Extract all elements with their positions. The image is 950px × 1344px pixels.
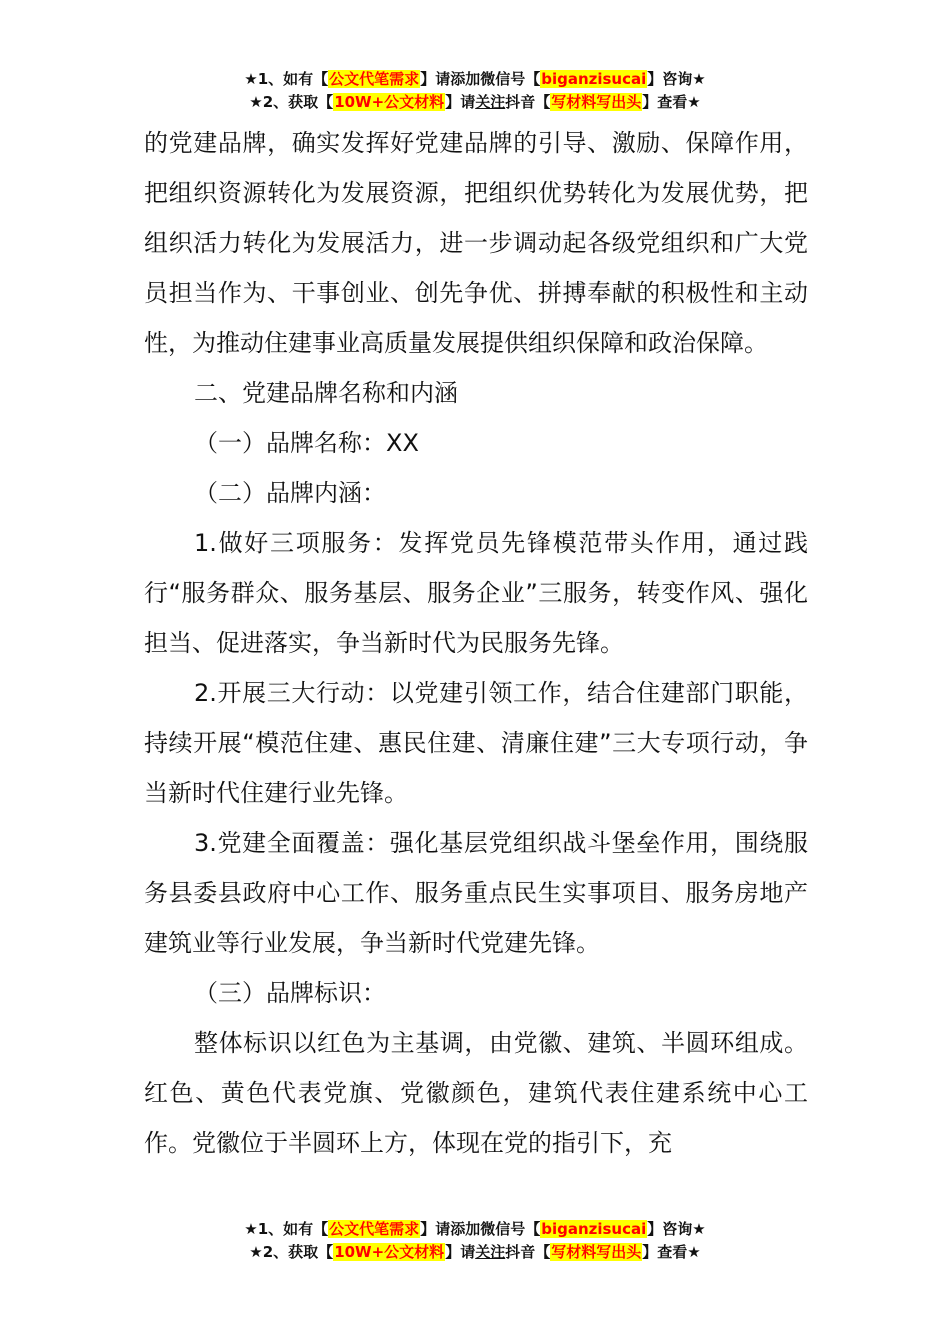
footer-ad-line-2: ★2、获取【10W+公文材料】请关注抖音【写材料写出头】查看★ xyxy=(249,1243,701,1261)
subheading-brand-connotation: （二）品牌内涵： xyxy=(194,479,386,507)
footer-ad-line-1: ★1、如有【公文代笔需求】请添加微信号【biganzisucai】咨询★ xyxy=(244,1220,706,1238)
highlight-ghostwriting-service: 公文代笔需求 xyxy=(329,70,420,88)
footer-ad-banner xyxy=(0,1218,950,1264)
paragraph-logo-description: 整体标识以红色为主基调，由党徽、建筑、半圆环组成。红色、黄色代表党旗、党徽颜色，建筑代表住建系统中心工作。党徽位于半圆环上方，体现在党的指引下，充 xyxy=(144,1029,808,1157)
highlight-douyin-account: 写材料写出头 xyxy=(551,93,642,111)
highlight-douyin-account: 写材料写出头 xyxy=(551,1243,642,1261)
subheading-brand-logo: （三）品牌标识： xyxy=(194,979,386,1007)
subheading-brand-name: （一）品牌名称：XX xyxy=(194,429,419,457)
paragraph-intro: 的党建品牌，确实发挥好党建品牌的引导、激励、保障作用，把组织资源转化为发展资源，把组织优势转化为发展优势，把组织活力转化为发展活力，进一步调动起各级党组织和广大党员担当作为、干事创业、创先争优、拼搏奉献的积极性和主动性，为推动住建事业高质量发展提供组织保障和政治保障。 xyxy=(144,129,808,357)
underlined-follow: 关注 xyxy=(475,1243,506,1261)
highlight-materials: 10W+公文材料 xyxy=(334,1243,445,1261)
header-ad-line-1: ★1、如有【公文代笔需求】请添加微信号【biganzisucai】咨询★ xyxy=(244,70,706,88)
list-item-three-actions: 2.开展三大行动：以党建引领工作，结合住建部门职能，持续开展“模范住建、惠民住建、清廉住建”三大专项行动，争当新时代住建行业先锋。 xyxy=(144,679,808,807)
highlight-ghostwriting-service: 公文代笔需求 xyxy=(329,1220,420,1238)
document-body xyxy=(144,118,808,1168)
header-ad-banner xyxy=(0,68,950,114)
section-heading-2: 二、党建品牌名称和内涵 xyxy=(194,379,458,407)
list-item-full-coverage: 3.党建全面覆盖：强化基层党组织战斗堡垒作用，围绕服务县委县政府中心工作、服务重点民生实事项目、服务房地产建筑业等行业发展，争当新时代党建先锋。 xyxy=(144,829,808,957)
list-item-three-services: 1.做好三项服务：发挥党员先锋模范带头作用，通过践行“服务群众、服务基层、服务企业”三服务，转变作风、强化担当、促进落实，争当新时代为民服务先锋。 xyxy=(144,529,808,657)
highlight-materials: 10W+公文材料 xyxy=(334,93,445,111)
underlined-follow: 关注 xyxy=(475,93,506,111)
highlight-wechat-id: biganzisucai xyxy=(541,70,647,88)
highlight-wechat-id: biganzisucai xyxy=(541,1220,647,1238)
header-ad-line-2: ★2、获取【10W+公文材料】请关注抖音【写材料写出头】查看★ xyxy=(249,93,701,111)
